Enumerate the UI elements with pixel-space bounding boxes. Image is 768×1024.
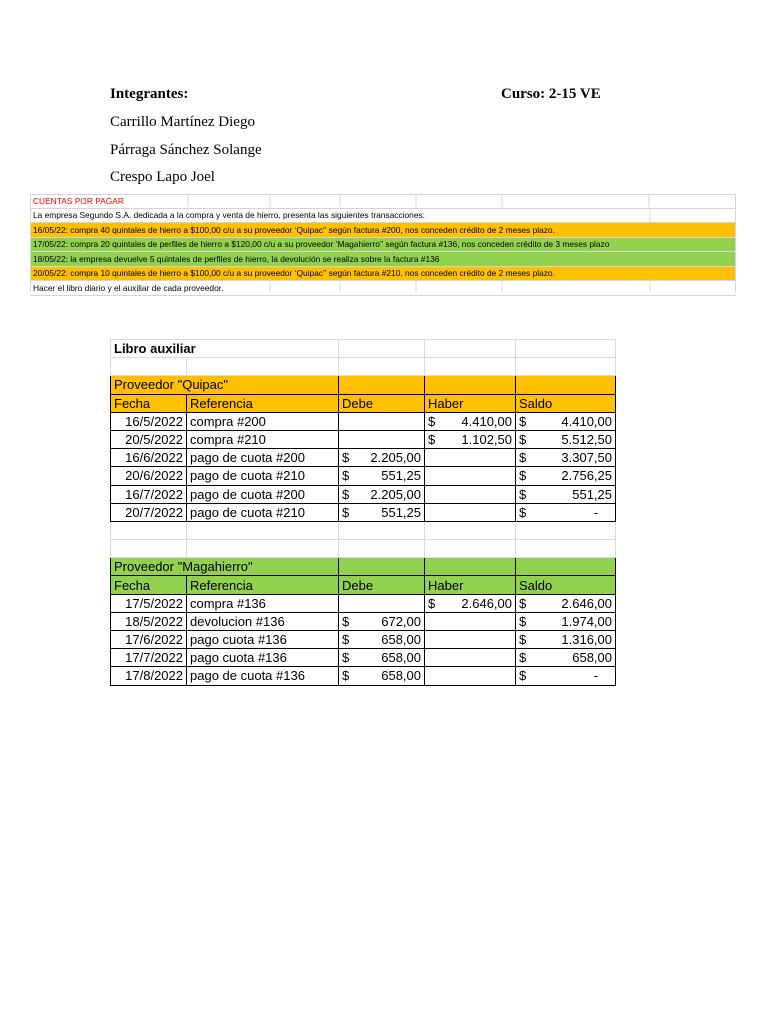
amount-value: 4.410,00 [561, 413, 612, 429]
integrantes-label: Integrantes: [110, 86, 189, 102]
referencia-cell: pago de cuota #210 [187, 467, 339, 485]
amount-cell [516, 667, 616, 685]
currency-symbol: $ [519, 468, 527, 484]
amount-cell [425, 667, 516, 685]
referencia-cell: pago de cuota #210 [187, 503, 339, 521]
amount-cell [339, 631, 425, 649]
ledger-row [111, 594, 616, 612]
amount-cell [339, 467, 425, 485]
amount-cell [425, 412, 516, 430]
currency-symbol: $ [519, 668, 527, 684]
amount-value: 2.646,00 [561, 595, 612, 611]
amount-cell [516, 467, 616, 485]
column-header: Saldo [516, 394, 616, 412]
amount-value: 551,25 [572, 486, 612, 502]
amount-cell [339, 430, 425, 448]
member-name: Crespo Lapo Joel [110, 169, 215, 185]
ledger-row [111, 449, 616, 467]
fecha-cell: 20/7/2022 [111, 503, 187, 521]
currency-symbol: $ [519, 595, 527, 611]
currency-symbol: $ [342, 486, 350, 502]
column-headers [111, 576, 616, 594]
transaction-text: 20/05/22: compra 10 quintales de hierro a $100,00 c/u a su proveedor ‘Quipac’’ según factura #210, nos conceden crédito de 2 meses plazo. [30, 266, 736, 281]
column-header: Debe [339, 576, 425, 594]
amount-value: 4.410,00 [461, 413, 512, 429]
column-header: Fecha [111, 576, 187, 594]
ledger-row [111, 485, 616, 503]
amount-cell [339, 449, 425, 467]
fecha-cell: 17/5/2022 [111, 594, 187, 612]
amount-cell [516, 594, 616, 612]
amount-cell [339, 503, 425, 521]
currency-symbol: $ [519, 413, 527, 429]
fecha-cell: 18/5/2022 [111, 612, 187, 630]
ledger-row [111, 667, 616, 685]
column-header: Haber [425, 576, 516, 594]
amount-value: 551,25 [381, 504, 421, 520]
referencia-cell: compra #136 [187, 594, 339, 612]
amount-value: 2.756,25 [561, 468, 612, 484]
sheet-gridlines [30, 194, 736, 292]
ledger-row [111, 649, 616, 667]
column-header: Haber [425, 394, 516, 412]
amount-value: - [593, 504, 598, 520]
fecha-cell: 17/7/2022 [111, 649, 187, 667]
amount-cell [339, 412, 425, 430]
fecha-cell: 16/7/2022 [111, 485, 187, 503]
amount-value: 658,00 [572, 650, 612, 666]
amount-cell [516, 485, 616, 503]
column-header: Debe [339, 394, 425, 412]
amount-value: 1.316,00 [561, 632, 612, 648]
statement-intro: La empresa Segundo S.A. dedicada a la compra y venta de hierro, presenta las siguientes transacciones: [30, 208, 736, 223]
amount-value: 2.205,00 [370, 486, 421, 502]
column-header: Referencia [187, 576, 339, 594]
referencia-cell: compra #210 [187, 430, 339, 448]
empty-row [111, 521, 616, 539]
currency-symbol: $ [519, 613, 527, 629]
referencia-cell: compra #200 [187, 412, 339, 430]
fecha-cell: 16/6/2022 [111, 449, 187, 467]
amount-cell [339, 649, 425, 667]
amount-value: - [593, 668, 598, 684]
referencia-cell: pago de cuota #136 [187, 667, 339, 685]
currency-symbol: $ [519, 632, 527, 648]
provider-header [111, 376, 616, 394]
currency-symbol: $ [428, 595, 436, 611]
amount-value: 2.205,00 [370, 450, 421, 466]
curso-label: Curso: 2-15 VE [501, 86, 601, 102]
referencia-cell: pago de cuota #200 [187, 485, 339, 503]
ledger-row [111, 631, 616, 649]
amount-value: 2.646,00 [461, 595, 512, 611]
ledger-row [111, 612, 616, 630]
referencia-cell: devolucion #136 [187, 612, 339, 630]
amount-cell [516, 449, 616, 467]
currency-symbol: $ [519, 504, 527, 520]
member-name: Párraga Sánchez Solange [110, 142, 262, 158]
amount-cell [425, 449, 516, 467]
amount-cell [516, 412, 616, 430]
provider-name: Proveedor "Magahierro" [111, 558, 339, 576]
amount-cell [339, 667, 425, 685]
statement-title: CUENTAS POR PAGAR [30, 194, 736, 208]
currency-symbol: $ [342, 613, 350, 629]
referencia-cell: pago cuota #136 [187, 631, 339, 649]
transaction-text: 18/05/22: la empresa devuelve 5 quintales de perfiles de hierro, la devolución se realiza sobre la factura #136 [30, 252, 736, 267]
amount-cell [425, 649, 516, 667]
fecha-cell: 17/6/2022 [111, 631, 187, 649]
currency-symbol: $ [428, 413, 436, 429]
transaction-text: 16/05/22: compra 40 quintales de hierro a $100,00 c/u a su proveedor ‘Quipac’’ según factura #200, nos conceden crédito de 2 meses plazo. [30, 223, 736, 238]
provider-name: Proveedor "Quipac" [111, 376, 339, 394]
currency-symbol: $ [342, 632, 350, 648]
amount-cell [425, 612, 516, 630]
column-header: Referencia [187, 394, 339, 412]
amount-value: 672,00 [381, 613, 421, 629]
member-name: Carrillo Martínez Diego [110, 114, 255, 130]
amount-value: 658,00 [381, 650, 421, 666]
amount-value: 658,00 [381, 668, 421, 684]
column-header: Saldo [516, 576, 616, 594]
amount-cell [339, 612, 425, 630]
column-headers [111, 394, 616, 412]
ledger-title: Libro auxiliar [111, 340, 339, 358]
currency-symbol: $ [519, 486, 527, 502]
amount-value: 3.307,50 [561, 450, 612, 466]
ledger-row [111, 467, 616, 485]
statement-instruction: Hacer el libro diario y el auxiliar de cada proveedor. [30, 281, 736, 296]
libro-auxiliar-table [110, 339, 616, 686]
amount-cell [425, 485, 516, 503]
currency-symbol: $ [519, 650, 527, 666]
amount-cell [516, 503, 616, 521]
currency-symbol: $ [342, 650, 350, 666]
referencia-cell: pago de cuota #200 [187, 449, 339, 467]
fecha-cell: 16/5/2022 [111, 412, 187, 430]
amount-cell [516, 649, 616, 667]
currency-symbol: $ [428, 432, 436, 448]
fecha-cell: 17/8/2022 [111, 667, 187, 685]
currency-symbol: $ [519, 450, 527, 466]
amount-value: 1.102,50 [461, 432, 512, 448]
amount-cell [339, 594, 425, 612]
ledger-row [111, 412, 616, 430]
currency-symbol: $ [342, 668, 350, 684]
currency-symbol: $ [342, 468, 350, 484]
fecha-cell: 20/5/2022 [111, 430, 187, 448]
amount-value: 551,25 [381, 468, 421, 484]
provider-header [111, 558, 616, 576]
amount-cell [516, 631, 616, 649]
currency-symbol: $ [519, 432, 527, 448]
transaction-text: 17/05/22: compra 20 quintales de perfiles de hierro a $120,00 c/u a su proveedor ‘Magahierro’’ según factura #136, nos conceden crédito de 3 meses plazo [30, 237, 736, 252]
amount-cell [425, 594, 516, 612]
amount-cell [339, 485, 425, 503]
amount-value: 1.974,00 [561, 613, 612, 629]
ledger-row [111, 503, 616, 521]
currency-symbol: $ [342, 504, 350, 520]
ledger-row [111, 430, 616, 448]
amount-value: 5.512,50 [561, 432, 612, 448]
amount-cell [425, 631, 516, 649]
empty-row [111, 540, 616, 558]
amount-cell [516, 612, 616, 630]
referencia-cell: pago cuota #136 [187, 649, 339, 667]
amount-value: 658,00 [381, 632, 421, 648]
amount-cell [425, 430, 516, 448]
fecha-cell: 20/6/2022 [111, 467, 187, 485]
amount-cell [516, 430, 616, 448]
currency-symbol: $ [342, 450, 350, 466]
amount-cell [425, 503, 516, 521]
amount-cell [425, 467, 516, 485]
column-header: Fecha [111, 394, 187, 412]
